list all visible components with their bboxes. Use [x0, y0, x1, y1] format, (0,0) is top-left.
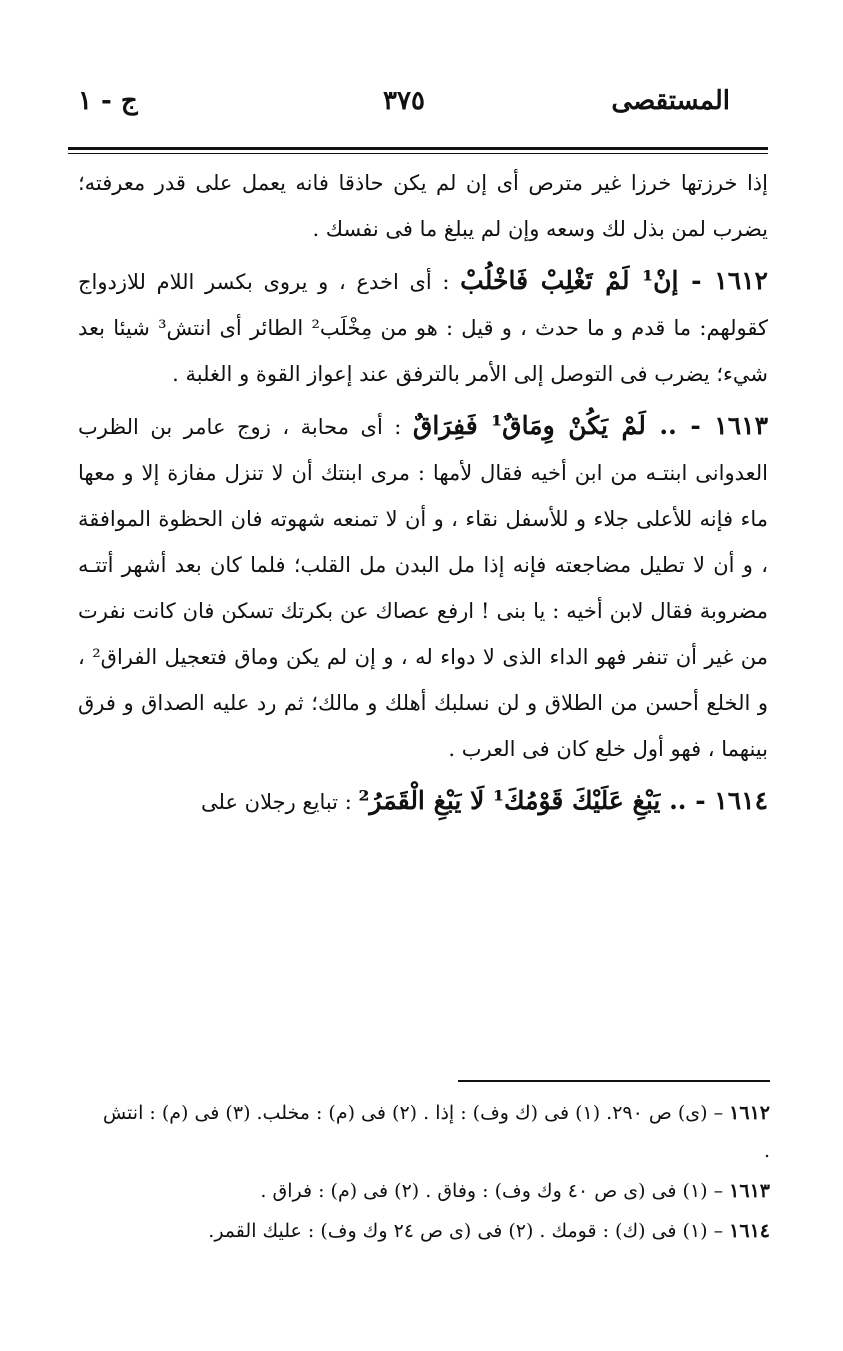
entry-dash: - ..	[645, 411, 715, 440]
entry-number: ١٦١٣	[714, 411, 769, 440]
header-rule-thin	[68, 153, 768, 154]
proverb-text: يَبْغِ عَلَيْكَ قَوْمُكَ¹ لَا يَبْغِ الْقَمَرُ²	[358, 786, 661, 815]
entry-number: ١٦١٢	[714, 266, 768, 295]
proverb-text: لَمْ يَكُنْ وِمَاقٌ¹ فَفِرَاقٌ	[412, 411, 646, 440]
main-text	[78, 160, 768, 831]
entry-commentary: : أى اخدع ، و يروى بكسر اللام للازدواج كقولهم: ما قدم و ما حدث ، و قيل : هو من مِخْلَب² الطائر أى انتش³ شيئا بعد شيء؛ يضرب فى التوصل إلى الأمر بالترفق عند إعواز القوة و الغلبة .	[78, 270, 768, 386]
entry-dash: -	[678, 266, 715, 295]
footnote-number: ١٦١٢	[729, 1102, 770, 1124]
entry-number: ١٦١٤	[714, 786, 768, 815]
footnote-text: – (ى) ص ٢٩٠. (١) فى (ك وف) : إذا . (٢) فى (م) : مخلب. (٣) فى (م) : انتش .	[102, 1102, 770, 1162]
entry-dash: - ..	[660, 786, 715, 815]
footnotes	[100, 1094, 770, 1252]
volume-label: ج - ١	[78, 86, 138, 116]
page-header	[78, 86, 730, 136]
running-title: المستقصى	[611, 86, 730, 116]
footnote-number: ١٦١٣	[729, 1180, 770, 1202]
footnote-text: – (١) فى (ك) : قومك . (٢) فى (ى ص ٢٤ وك وف) : عليك القمر.	[208, 1220, 730, 1242]
entry-commentary: : أى محابة ، زوج عامر بن الظرب العدوانى ابنتـه من ابن أخيه فقال لأمها : مرى ابنتك أن لا تنزل مفازة إلا و معها ماء فإنه للأعلى جلاء و للأسفل نقاء ، و أن لا تمنعه شهوته فان الحظوة الموافقة ، و أن لا تطيل مضاجعته فإنه إذا مل البدن مل القلب؛ فلما كان بعد أشهر أتتـه مضروبة فقال لابن أخيه : يا بنى ! ارفع عصاك عن بكرتك تسكن فان كانت نفرت من غير أن تنفر فهو الداء الذى لا دواء له ، و إن لم يكن وماق فتعجيل الفراق² ، و الخلع أحسن من الطلاق و لن نسلبك أهلك و مالك؛ ثم رد عليه الصداق و فرق بينهما ، فهو أول خلع كان فى العرب .	[78, 415, 769, 761]
footnote-1613	[100, 1172, 770, 1210]
header-rule	[68, 147, 768, 150]
footnote-number: ١٦١٤	[729, 1220, 770, 1242]
entry-1614	[78, 778, 768, 825]
intro-paragraph: إذا خرزتها خرزا غير مترص أى إن لم يكن حاذقا فانه يعمل على قدر معرفته؛ يضرب لمن بذل لك وسعه وإن لم يبلغ ما فى نفسك .	[78, 171, 768, 241]
page-number: ٣٧٥	[383, 86, 425, 116]
footnote-separator	[458, 1080, 770, 1082]
footnote-1612	[100, 1094, 770, 1170]
footnote-text: – (١) فى (ى ص ٤٠ وك وف) : وفاق . (٢) فى (م) : فراق .	[260, 1180, 730, 1202]
entry-1613	[78, 403, 768, 772]
entry-1612	[78, 258, 768, 397]
footnote-1614	[100, 1212, 770, 1250]
entry-commentary: : تبايع رجلان على	[201, 790, 352, 814]
proverb-text: إنْ¹ لَمْ تَغْلِبْ فَاخْلُبْ	[460, 266, 679, 295]
